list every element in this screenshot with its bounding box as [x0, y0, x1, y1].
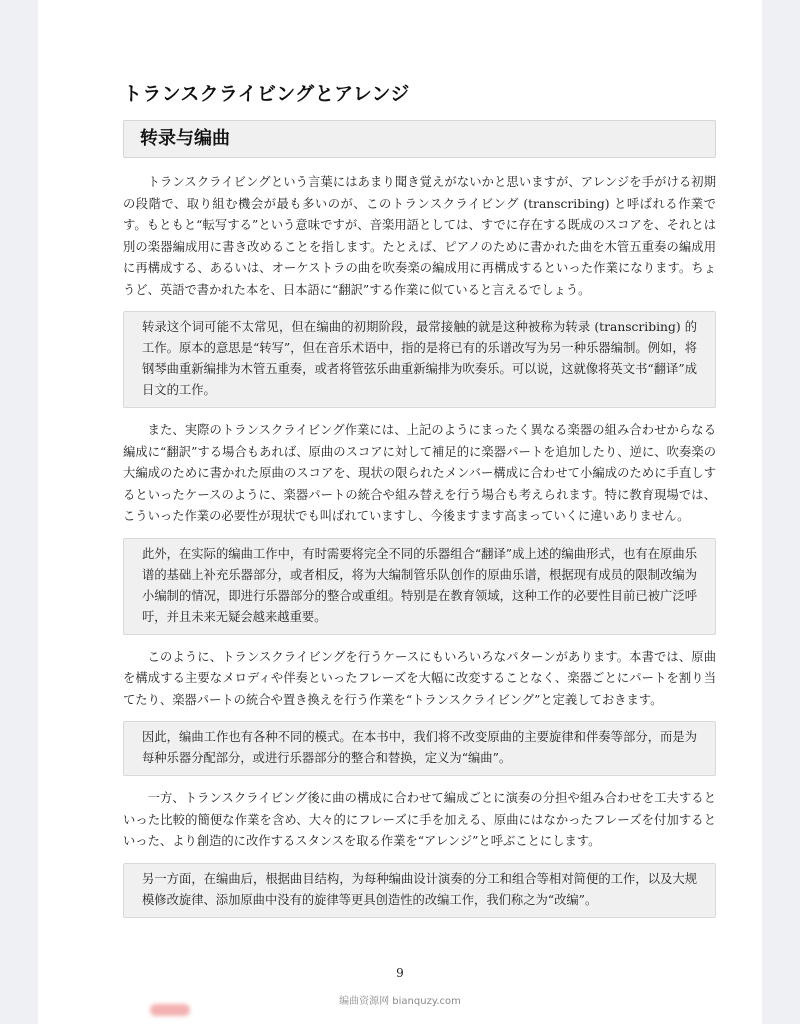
chinese-translation-box: 此外，在实际的编曲工作中，有时需要将完全不同的乐器组合“翻译”成上述的编曲形式，也有在原曲乐谱的基础上补充乐器部分，或者相反，将为大编制管乐队创作的原曲乐谱，根据现有成员的限制改编为小编制的情况，即进行乐器部分的整合或重组。特别是在教育领域，这种工作的必要性目前已被广泛呼吁，并且未来无疑会越来越重要。	[123, 538, 716, 635]
subheading-box	[123, 120, 716, 158]
japanese-paragraph: また、実際のトランスクライビング作業には、上記のようにまったく異なる楽器の組み合わせからなる編成に“翻訳”する場合もあれば、原曲のスコアに対して補足的に楽器パートを追加したり、逆に、吹奏楽の大編成のために書かれた原曲のスコアを、現状の限られたメンバー構成に合わせて小編成のために手直しするといったケースのように、楽器パートの統合や組み替えを行う場合も考えられます。特に教育現場では、こういった作業の必要性が現状でも叫ばれていますし、今後ますます高まっていくに違いありません。	[123, 423, 716, 523]
chinese-translation-box: 因此，编曲工作也有各种不同的模式。在本书中，我们将不改变原曲的主要旋律和伴奏等部分，而是为每种乐器分配部分，或进行乐器部分的整合和替换，定义为“编曲”。	[123, 721, 716, 776]
page-number: 9	[396, 966, 404, 980]
japanese-paragraph: このように、トランスクライビングを行うケースにもいろいろなパターンがあります。本書では、原曲を構成する主要なメロディや伴奏といったフレーズを大幅に改変することなく、楽器ごとにパートを割り当てたり、楽器パートの統合や置き換えを行う作業を“トランスクライビング”と定義しておきます。	[123, 649, 716, 707]
document-page	[38, 0, 762, 1024]
chinese-translation-box: 另一方面，在编曲后，根据曲目结构，为每种编曲设计演奏的分工和组合等相对简便的工作，以及大规模修改旋律、添加原曲中没有的旋律等更具创造性的改编工作，我们称之为“改编”。	[123, 863, 716, 918]
section-heading: トランスクライビングとアレンジ	[123, 83, 410, 105]
redaction-smudge	[150, 1004, 190, 1016]
japanese-paragraph: トランスクライビングという言葉にはあまり聞き覚えがないかと思いますが、アレンジを手がける初期の段階で、取り組む機会が最も多いのが、このトランスクライビング (transcribing) と呼ばれる作業です。もともと“転写する”という意味ですが、音楽用語としては、すでに存在する既成のスコアを、それとは別の楽器編成用に書き改めることを指します。たとえば、ピアノのために書かれた曲を木管五重奏の編成用に再構成する、あるいは、オーケストラの曲を吹奏楽の編成用に再構成するといった作業になります。ちょうど、英語で書かれた本を、日本語に“翻訳”する作業に似ていると言えるでしょう。	[123, 175, 716, 297]
section-subheading: 转录与编曲	[140, 128, 230, 149]
chinese-translation-box: 转录这个词可能不太常见，但在编曲的初期阶段，最常接触的就是这种被称为转录 (transcribing) 的工作。原本的意思是“转写”，但在音乐术语中，指的是将已有的乐谱改写为另一种乐器编制。例如，将钢琴曲重新编排为木管五重奏，或者将管弦乐曲重新编排为吹奏乐。可以说，这就像将英文书“翻译”成日文的工作。	[123, 311, 716, 408]
japanese-paragraph: 一方、トランスクライビング後に曲の構成に合わせて編成ごとに演奏の分担や組み合わせを工夫するといった比較的簡便な作業を含め、大々的にフレーズに手を加える、原曲にはなかったフレーズを付加するといった、より創造的に改作するスタンスを取る作業を“アレンジ”と呼ぶことにします。	[123, 791, 716, 848]
watermark: 编曲资源网 bianquzy.com	[339, 996, 461, 1007]
page-content	[123, 80, 716, 930]
